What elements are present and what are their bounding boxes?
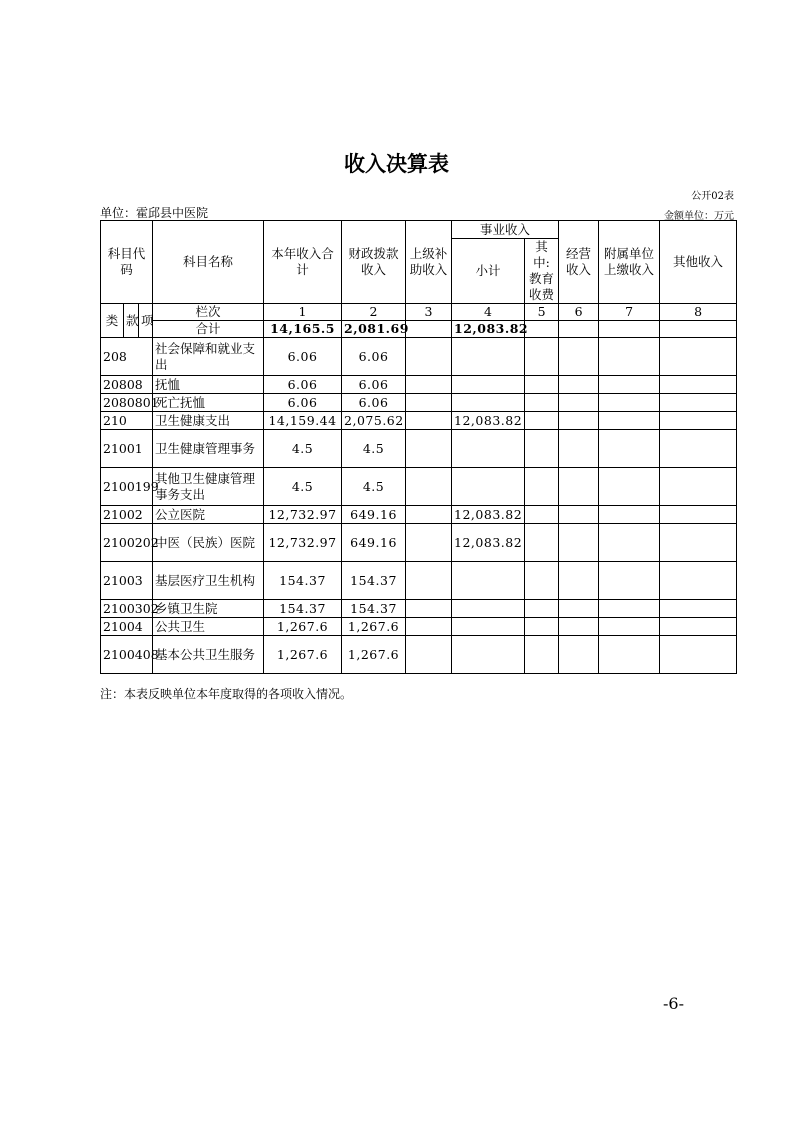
other-cell: [660, 394, 737, 412]
total-income-cell: 12,732.97: [264, 506, 342, 524]
fiscal-cell: 649.16: [342, 506, 406, 524]
header-affiliated: 附属单位上缴收入: [599, 221, 660, 304]
operating-cell: [559, 636, 599, 674]
header-xiang: 项: [139, 304, 153, 338]
subject-code-cell: 210: [101, 412, 153, 430]
affiliated-cell: [599, 524, 660, 562]
total-income-cell: 1,267.6: [264, 636, 342, 674]
total-row: [101, 321, 737, 338]
total-income-cell: 14,159.44: [264, 412, 342, 430]
table-row: [101, 618, 737, 636]
subtotal-cell: [452, 338, 525, 376]
superior-cell: [406, 338, 452, 376]
fiscal-cell: 6.06: [342, 338, 406, 376]
superior-cell: [406, 562, 452, 600]
affiliated-cell: [599, 618, 660, 636]
subtotal-cell: [452, 376, 525, 394]
subject-name-cell: 基本公共卫生服务: [153, 636, 264, 674]
column-number: 8: [660, 304, 737, 321]
fiscal-cell: 1,267.6: [342, 636, 406, 674]
edu-cell: [525, 562, 559, 600]
reporting-unit: 单位：霍邱县中医院: [100, 206, 209, 220]
header-kuan: 款: [124, 304, 139, 338]
header-subject-name: 科目名称: [153, 221, 264, 304]
affiliated-cell: [599, 412, 660, 430]
fiscal-cell: 2,075.62: [342, 412, 406, 430]
affiliated-cell: [599, 562, 660, 600]
superior-cell: [406, 618, 452, 636]
subject-code-cell: 21001: [101, 430, 153, 468]
edu-cell: [525, 412, 559, 430]
subtotal-cell: 12,083.82: [452, 506, 525, 524]
affiliated-cell: [599, 600, 660, 618]
edu-cell: [525, 430, 559, 468]
operating-cell: [559, 394, 599, 412]
total-income-cell: 154.37: [264, 562, 342, 600]
subject-code-cell: 2100202: [101, 524, 153, 562]
total-subtotal-cell: 12,083.82: [452, 321, 525, 338]
other-cell: [660, 636, 737, 674]
operating-cell: [559, 338, 599, 376]
subject-code-cell: 21003: [101, 562, 153, 600]
superior-cell: [406, 600, 452, 618]
fiscal-cell: 1,267.6: [342, 618, 406, 636]
header-column-no: 栏次: [153, 304, 264, 321]
header-business: 事业收入: [452, 221, 559, 239]
fiscal-cell: 154.37: [342, 562, 406, 600]
header-operating: 经营收入: [559, 221, 599, 304]
superior-cell: [406, 430, 452, 468]
subtotal-cell: 12,083.82: [452, 524, 525, 562]
empty-cell: [599, 321, 660, 338]
column-number: 6: [559, 304, 599, 321]
operating-cell: [559, 562, 599, 600]
subject-name-cell: 抚恤: [153, 376, 264, 394]
page-number: -6-: [663, 994, 684, 1013]
subject-name-cell: 乡镇卫生院: [153, 600, 264, 618]
column-number: 2: [342, 304, 406, 321]
total-income-cell: 6.06: [264, 376, 342, 394]
affiliated-cell: [599, 338, 660, 376]
operating-cell: [559, 524, 599, 562]
subject-name-cell: 中医（民族）医院: [153, 524, 264, 562]
edu-cell: [525, 468, 559, 506]
other-cell: [660, 412, 737, 430]
other-cell: [660, 600, 737, 618]
edu-cell: [525, 618, 559, 636]
income-final-accounts-table: [100, 220, 737, 674]
report-title: 收入决算表: [344, 152, 449, 176]
fiscal-cell: 649.16: [342, 524, 406, 562]
empty-cell: [406, 321, 452, 338]
column-number: 7: [599, 304, 660, 321]
header-edu: 其中:教育收费: [525, 239, 559, 304]
subtotal-cell: [452, 636, 525, 674]
table-row: [101, 636, 737, 674]
subject-name-cell: 卫生健康管理事务: [153, 430, 264, 468]
subtotal-cell: 12,083.82: [452, 412, 525, 430]
total-income-cell: 14,165.5: [264, 321, 342, 338]
operating-cell: [559, 618, 599, 636]
subject-name-cell: 公共卫生: [153, 618, 264, 636]
edu-cell: [525, 600, 559, 618]
subject-name-cell: 死亡抚恤: [153, 394, 264, 412]
table-row: [101, 412, 737, 430]
other-cell: [660, 618, 737, 636]
table-row: [101, 562, 737, 600]
amount-unit: 金额单位：万元: [664, 211, 734, 222]
total-income-cell: 4.5: [264, 468, 342, 506]
edu-cell: [525, 524, 559, 562]
empty-cell: [525, 321, 559, 338]
total-income-cell: 6.06: [264, 394, 342, 412]
table-row: [101, 524, 737, 562]
subject-name-cell: 社会保障和就业支出: [153, 338, 264, 376]
edu-cell: [525, 506, 559, 524]
subtotal-cell: [452, 394, 525, 412]
subject-code-cell: 20808: [101, 376, 153, 394]
subject-name-cell: 基层医疗卫生机构: [153, 562, 264, 600]
superior-cell: [406, 468, 452, 506]
table-row: [101, 430, 737, 468]
subject-name-cell: 公立医院: [153, 506, 264, 524]
other-cell: [660, 376, 737, 394]
superior-cell: [406, 376, 452, 394]
column-number: 4: [452, 304, 525, 321]
subject-code-cell: 2100302: [101, 600, 153, 618]
header-fiscal: 财政拨款收入: [342, 221, 406, 304]
total-fiscal-cell: 2,081.69: [342, 321, 406, 338]
subtotal-cell: [452, 600, 525, 618]
table-row: [101, 376, 737, 394]
total-income-cell: 1,267.6: [264, 618, 342, 636]
other-cell: [660, 430, 737, 468]
subject-name-cell: 其他卫生健康管理事务支出: [153, 468, 264, 506]
subject-code-cell: 21002: [101, 506, 153, 524]
subtotal-cell: [452, 562, 525, 600]
superior-cell: [406, 506, 452, 524]
subtotal-cell: [452, 468, 525, 506]
superior-cell: [406, 394, 452, 412]
superior-cell: [406, 636, 452, 674]
superior-cell: [406, 412, 452, 430]
subject-code-cell: 208: [101, 338, 153, 376]
table-header: [101, 221, 737, 338]
fiscal-cell: 4.5: [342, 468, 406, 506]
table-row: [101, 338, 737, 376]
table-note: 注：本表反映单位本年度取得的各项收入情况。: [100, 687, 353, 701]
operating-cell: [559, 412, 599, 430]
affiliated-cell: [599, 506, 660, 524]
other-cell: [660, 524, 737, 562]
header-subtotal: 小计: [452, 239, 525, 304]
subject-code-cell: 2080801: [101, 394, 153, 412]
edu-cell: [525, 338, 559, 376]
operating-cell: [559, 600, 599, 618]
affiliated-cell: [599, 394, 660, 412]
subtotal-cell: [452, 618, 525, 636]
table-row: [101, 468, 737, 506]
column-number: 1: [264, 304, 342, 321]
fiscal-cell: 4.5: [342, 430, 406, 468]
subject-code-cell: 2100408: [101, 636, 153, 674]
superior-cell: [406, 524, 452, 562]
column-number: 3: [406, 304, 452, 321]
affiliated-cell: [599, 468, 660, 506]
empty-cell: [660, 321, 737, 338]
header-superior: 上级补助收入: [406, 221, 452, 304]
total-label: 合计: [153, 321, 264, 338]
column-number: 5: [525, 304, 559, 321]
other-cell: [660, 468, 737, 506]
affiliated-cell: [599, 430, 660, 468]
header-total-income: 本年收入合计: [264, 221, 342, 304]
table-row: [101, 600, 737, 618]
affiliated-cell: [599, 636, 660, 674]
header-subject-code: 科目代码: [101, 221, 153, 304]
table-row: [101, 394, 737, 412]
operating-cell: [559, 376, 599, 394]
empty-cell: [559, 321, 599, 338]
edu-cell: [525, 394, 559, 412]
subject-code-cell: 21004: [101, 618, 153, 636]
header-lei: 类: [101, 304, 124, 338]
total-income-cell: 154.37: [264, 600, 342, 618]
operating-cell: [559, 506, 599, 524]
subject-code-cell: 2100199: [101, 468, 153, 506]
operating-cell: [559, 468, 599, 506]
other-cell: [660, 338, 737, 376]
fiscal-cell: 154.37: [342, 600, 406, 618]
edu-cell: [525, 376, 559, 394]
table-body: [101, 338, 737, 674]
affiliated-cell: [599, 376, 660, 394]
table-row: [101, 506, 737, 524]
fiscal-cell: 6.06: [342, 394, 406, 412]
subject-name-cell: 卫生健康支出: [153, 412, 264, 430]
subtotal-cell: [452, 430, 525, 468]
operating-cell: [559, 430, 599, 468]
total-income-cell: 4.5: [264, 430, 342, 468]
other-cell: [660, 506, 737, 524]
total-income-cell: 6.06: [264, 338, 342, 376]
other-cell: [660, 562, 737, 600]
total-income-cell: 12,732.97: [264, 524, 342, 562]
header-other: 其他收入: [660, 221, 737, 304]
fiscal-cell: 6.06: [342, 376, 406, 394]
edu-cell: [525, 636, 559, 674]
table-number: 公开02表: [691, 191, 734, 202]
